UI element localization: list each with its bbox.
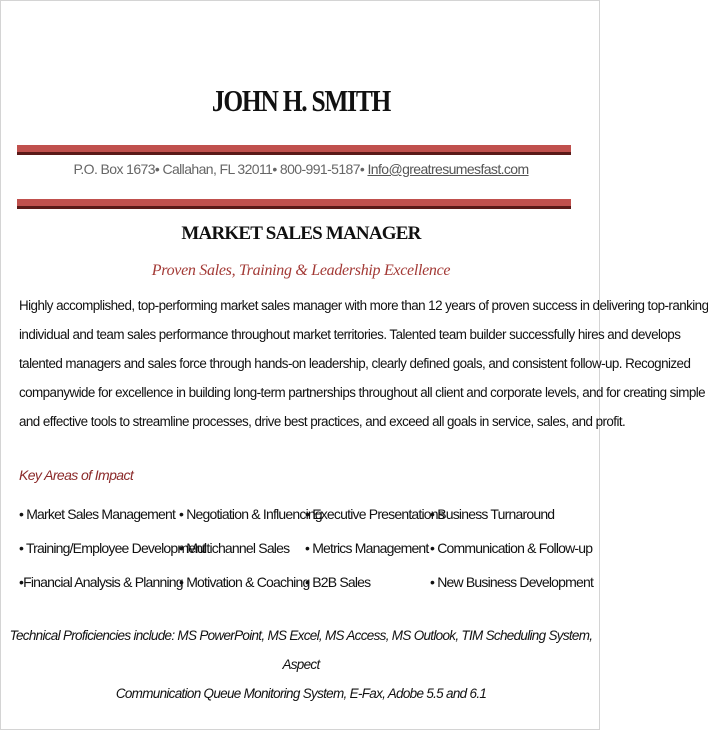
candidate-name: JOHN H. SMITH (211, 83, 391, 118)
email-link[interactable]: Info@greatresumesfast.com (367, 161, 529, 177)
summary-line: individual and team sales performance throughout market territories. Talented team builder successfully hires and develops (19, 327, 681, 342)
key-area-item: • New Business Development (430, 574, 594, 590)
tech-line: Technical Proficiencies include: MS PowerPoint, MS Excel, MS Access, MS Outlook, TIM Scheduling System, Aspect (9, 628, 593, 672)
summary-line: companywide for excellence in building long-term partnerships throughout all client and corporate levels, and for creating simple (19, 385, 706, 400)
key-area-item: • Business Turnaround (430, 506, 555, 522)
contact-line (1, 161, 601, 177)
summary-line: talented managers and sales force through hands-on leadership, clearly defined goals, and consistent follow-up. Recognized (19, 356, 691, 371)
header-divider-bottom (17, 199, 571, 209)
tech-line: Communication Queue Monitoring System, E-Fax, Adobe 5.5 and 6.1 (115, 686, 487, 701)
key-areas-list (19, 506, 594, 595)
header-divider-top (17, 145, 571, 155)
key-area-item: • Training/Employee Development (19, 540, 206, 556)
tagline: Proven Sales, Training & Leadership Excellence (151, 262, 451, 279)
key-areas-heading: Key Areas of Impact (19, 467, 134, 483)
summary-line: and effective tools to streamline processes, drive best practices, and exceed all goals in service, sales, and profit. (19, 414, 626, 429)
key-area-item: • Market Sales Management (19, 506, 176, 522)
contact-address: P.O. Box 1673• Callahan, FL 32011• 800-991-5187• (73, 161, 368, 177)
key-area-item: • Communication & Follow-up (430, 540, 593, 556)
key-area-item: • Negotiation & Influencing (179, 506, 322, 522)
key-area-item: • Metrics Management (305, 540, 429, 556)
summary-paragraph (19, 291, 708, 436)
job-title: MARKET SALES MANAGER (181, 223, 421, 244)
key-area-item: • Motivation & Coaching (179, 574, 310, 590)
key-area-item: • Executive Presentations (305, 506, 444, 522)
technical-proficiencies (1, 621, 601, 708)
key-area-item: • Multichannel Sales (179, 540, 290, 556)
key-area-item: • B2B Sales (305, 574, 371, 590)
summary-line: Highly accomplished, top-performing market sales manager with more than 12 years of proven success in delivering top-ranking (19, 298, 708, 313)
key-area-item: •Financial Analysis & Planning (19, 574, 183, 590)
